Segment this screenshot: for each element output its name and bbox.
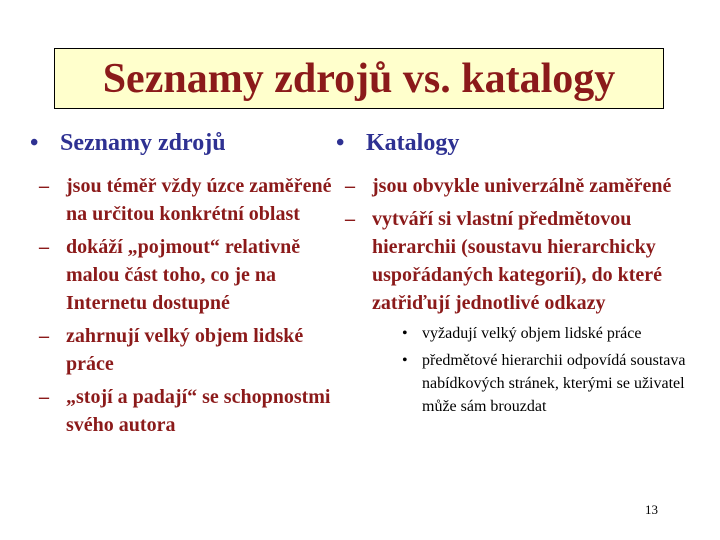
sub-list-item (336, 322, 712, 345)
right-heading: Katalogy (366, 130, 460, 156)
right-sub-list (336, 322, 712, 418)
list-item-text: dokáží „pojmout“ relativně malou část toho, co je na Internetu dostupné (66, 236, 301, 314)
list-item (30, 322, 360, 378)
left-column (30, 130, 360, 444)
sub-list-item-text: vyžadují velký objem lidské práce (422, 325, 642, 342)
list-item-text: „stojí a padají“ se schopnostmi svého autora (66, 386, 331, 436)
bullet-icon: • (336, 130, 345, 156)
list-item (336, 205, 712, 317)
slide-title: Seznamy zdrojů vs. katalogy (102, 55, 616, 102)
right-column (336, 130, 712, 422)
left-heading: Seznamy zdrojů (60, 130, 226, 156)
list-item (336, 172, 712, 200)
list-item-text: zahrnují velký objem lidské práce (66, 325, 304, 375)
dash-icon: – (345, 208, 355, 230)
page-number: 13 (645, 502, 658, 517)
dash-icon: – (39, 325, 49, 347)
list-item-text: jsou téměř vždy úzce zaměřené na určitou konkrétní oblast (66, 175, 332, 225)
bullet-icon: • (30, 130, 39, 156)
left-heading-row (30, 130, 360, 164)
list-item-text: jsou obvykle univerzálně zaměřené (372, 175, 672, 197)
sub-list-item (336, 349, 712, 418)
right-list (336, 172, 712, 317)
list-item (30, 172, 360, 228)
list-item (30, 383, 360, 439)
dash-icon: – (39, 236, 49, 258)
dash-icon: – (345, 175, 355, 197)
right-heading-row (336, 130, 712, 164)
left-list (30, 172, 360, 439)
dash-icon: – (39, 386, 49, 408)
bullet-icon: • (402, 352, 408, 369)
bullet-icon: • (402, 325, 408, 342)
title-box (54, 48, 664, 109)
sub-list-item-text: předmětové hierarchii odpovídá soustava nabídkových stránek, kterými se uživatel může sám brouzdat (422, 352, 686, 415)
list-item (30, 233, 360, 317)
dash-icon: – (39, 175, 49, 197)
list-item-text: vytváří si vlastní předmětovou hierarchii (soustavu hierarchicky uspořádaných kategorií), do které zatřiďují jednotlivé odkazy (372, 208, 662, 314)
